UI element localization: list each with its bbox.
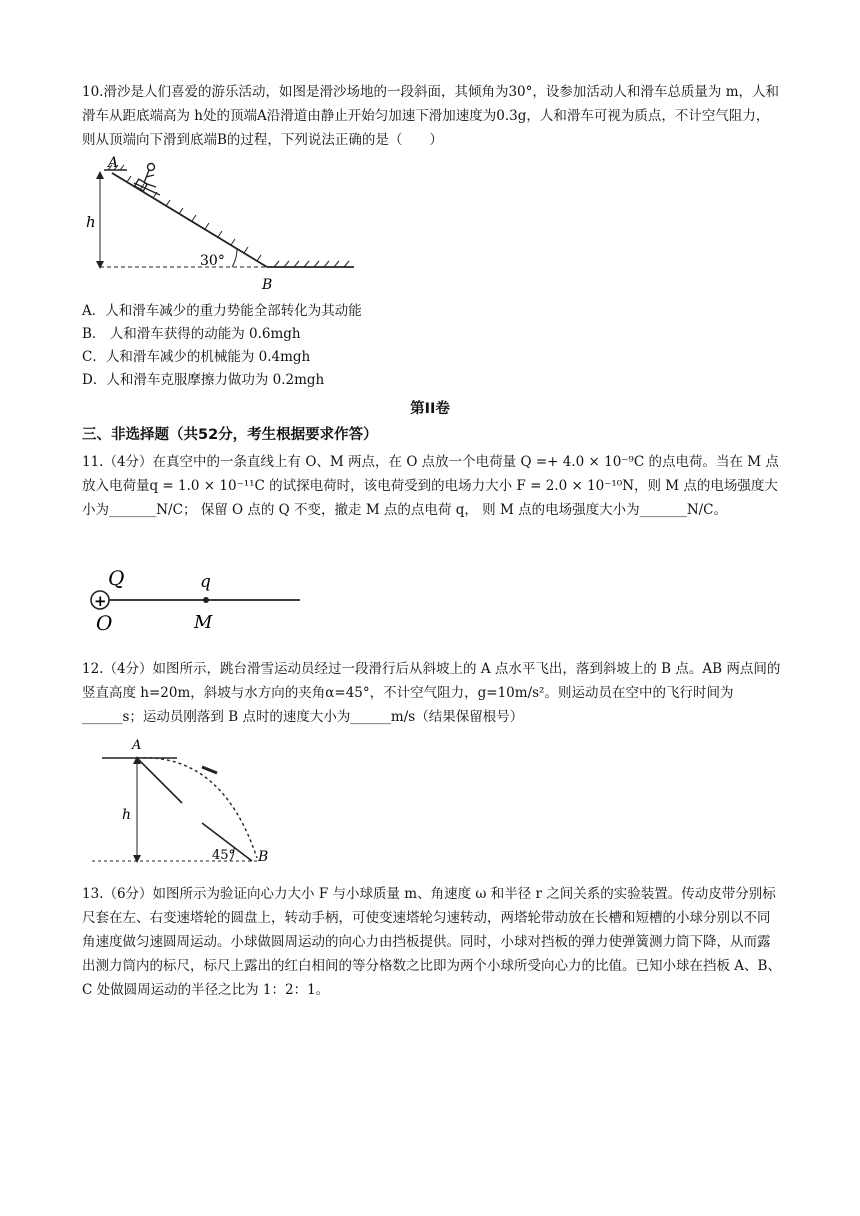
q11-charge-figure [82,555,312,635]
plus-sign: + [94,592,107,610]
q12-stem: 12.（4分）如图所示，跳台滑雪运动员经过一段滑行后从斜坡上的 A 点水平飞出，落到斜坡上的 B 点。AB 两点间的竖直高度 h=20m，斜坡与水方向的夹角α=45°，不计空气阻力，g=10m/s²。则运动员在空中的飞行时间为______s；运动员刚落到 B 点时的速度大小为______m/s（结果保留根号） [82,661,781,725]
label-b: B [258,849,269,865]
sled-rider-icon [134,164,160,196]
q10-option-a: A．人和滑车减少的重力势能全部转化为其动能 [82,303,362,319]
q10-option-d: D．人和滑车克服摩擦力做功为 0.2mgh [82,372,325,388]
point-m-dot [203,597,209,603]
q10-option-c: C．人和滑车减少的机械能为 0.4mgh [82,349,311,365]
label-M: M [194,612,213,633]
label-h: h [86,213,96,231]
label-Q: Q [108,566,125,590]
label-h: h [122,807,132,823]
q12-ski-jump-figure [82,733,302,873]
label-O: O [96,611,113,635]
q11-stem: 11.（4分）在真空中的一条直线上有 O、M 两点，在 O 点放一个电荷量 Q =+ 4.0 × 10⁻⁹C 的点电荷。当在 M 点放入电荷量q = 1.0 × 10⁻¹¹C 的试探电荷时，该电荷受到的电场力大小 F = 2.0 × 10⁻¹⁰N，则 M 点的电场强度大小为_______N/C； 保留 O 点的 Q 不变，撤走 M 点的点电荷 q， 则 M 点的电场强度大小为_______N/C。 [82,454,779,518]
section-title: 三、非选择题（共52分，考生根据要求作答） [82,427,378,443]
label-b: B [262,277,273,293]
label-q: q [200,572,211,592]
volume-title: 第II卷 [410,401,450,417]
label-a: A [132,738,142,753]
label-a: A [108,155,119,171]
q10-option-b: B． 人和滑车获得的动能为 0.6mgh [82,326,301,342]
label-angle: 45° [212,848,236,863]
label-angle: 30° [200,253,225,269]
q10-stem: 10.滑沙是人们喜爱的游乐活动，如图是滑沙场地的一段斜面，其倾角为30°，设参加活动人和滑车总质量为 m，人和滑车从距底端高为 h处的顶端A沿滑道由静止开始匀加速下滑加速度为0.3g，人和滑车可视为质点，不计空气阻力，则从顶端向下滑到底端B的过程，下列说法正确的是（ ） [82,84,779,148]
q10-slope-figure [82,155,362,295]
q13-stem: 13.（6分）如图所示为验证向心力大小 F 与小球质量 m、角速度 ω 和半径 r 之间关系的实验装置。传动皮带分别标尺套在左、右变速塔轮的圆盘上，转动手柄，可使变速塔轮匀速转动，两塔轮带动放在长槽和短槽的小球分别以不同角速度做匀速圆周运动。小球做圆周运动的向心力由挡板提供。同时，小球对挡板的弹力使弹簧测力筒下降，从而露出测力筒内的标尺，标尺上露出的红白相间的等分格数之比即为两个小球所受向心力的比值。已知小球在挡板 A、B、C 处做圆周运动的半径之比为 1：2：1。 [82,886,781,998]
